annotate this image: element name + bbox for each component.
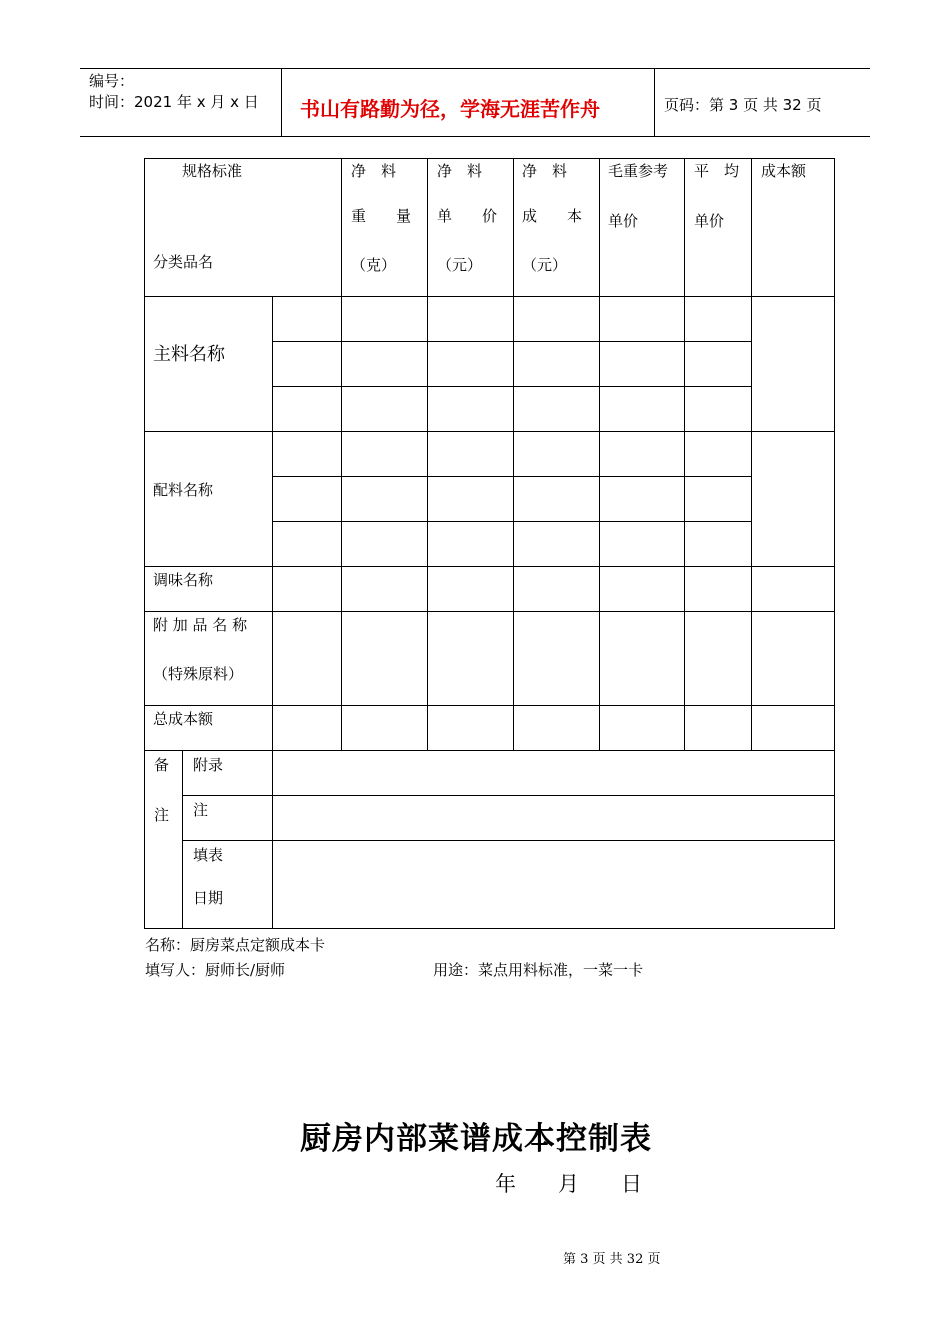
row-label-total-cost: 总成本额 xyxy=(153,710,214,728)
page-number-label: 页码：第 3 页 共 32 页 xyxy=(664,96,822,114)
header-divider-right xyxy=(654,68,655,136)
remarks-fill-date-1: 填表 xyxy=(193,846,224,864)
document-number-label: 编号： xyxy=(89,72,135,90)
remarks-label-2: 注 xyxy=(154,806,170,824)
row-line-header xyxy=(144,296,835,297)
aux-subrow-line-1 xyxy=(272,476,752,477)
header-net-price-3: （元） xyxy=(437,256,483,274)
remarks-fill-date-2: 日期 xyxy=(193,889,224,907)
col-line-cost xyxy=(513,158,514,750)
header-avg-2: 单价 xyxy=(694,212,725,230)
remarks-col-line-2 xyxy=(272,750,273,929)
remarks-appendix: 附录 xyxy=(193,756,224,774)
header-net-weight-2: 重 量 xyxy=(351,207,412,225)
header-gross-ref-1: 毛重参考 xyxy=(608,162,669,180)
page-footer: 第 3 页 共 32 页 xyxy=(563,1252,661,1267)
row-line-aux xyxy=(144,566,835,567)
row-line-main xyxy=(144,431,835,432)
header-net-cost-1: 净 料 xyxy=(522,162,568,180)
document-time-label: 时间：2021 年 x 月 x 日 xyxy=(89,93,259,111)
header-spec-standard: 规格标准 xyxy=(182,162,243,180)
cost-card-table xyxy=(144,158,835,929)
section-date-line: 年 月 日 xyxy=(495,1172,642,1196)
card-name: 名称：厨房菜点定额成本卡 xyxy=(145,936,326,954)
header-net-price-2: 单 价 xyxy=(437,207,498,225)
header-net-cost-2: 成 本 xyxy=(522,207,583,225)
row-label-main-ingredient: 主料名称 xyxy=(153,344,225,365)
header-divider-left xyxy=(281,68,282,136)
card-filler: 填写人：厨师长/厨师 xyxy=(145,961,286,979)
remarks-col-line-1 xyxy=(182,750,183,929)
col-line-weight xyxy=(341,158,342,750)
header-net-weight-1: 净 料 xyxy=(351,162,397,180)
header-top-rule xyxy=(80,68,870,69)
header-bottom-rule xyxy=(80,136,870,137)
header-net-weight-3: （克） xyxy=(351,256,397,274)
main-subrow-line-1 xyxy=(272,341,752,342)
section-title: 厨房内部菜谱成本控制表 xyxy=(300,1121,652,1157)
header-cost-total: 成本额 xyxy=(761,162,807,180)
row-label-extra: 附 加 品 名 称 xyxy=(153,616,248,634)
header-gross-ref-2: 单价 xyxy=(608,212,639,230)
col-line-costtotal xyxy=(751,158,752,750)
table-border-bottom xyxy=(144,928,835,929)
header-motto: 书山有路勤为径，学海无涯苦作舟 xyxy=(300,97,600,121)
row-line-extra xyxy=(144,705,835,706)
col-line-price xyxy=(427,158,428,750)
row-line-seasoning xyxy=(144,611,835,612)
table-border-right xyxy=(834,158,835,929)
aux-subrow-line-2 xyxy=(272,521,752,522)
row-line-total xyxy=(144,750,835,751)
col-line-avg xyxy=(684,158,685,750)
header-net-price-1: 净 料 xyxy=(437,162,483,180)
main-subrow-line-2 xyxy=(272,386,752,387)
remarks-line-2 xyxy=(182,840,835,841)
table-border-top xyxy=(144,158,835,159)
header-net-cost-3: （元） xyxy=(522,256,568,274)
header-avg-1: 平 均 xyxy=(694,162,740,180)
remarks-label-1: 备 xyxy=(154,756,170,774)
row-label-aux-ingredient: 配料名称 xyxy=(153,481,214,499)
row-label-seasoning: 调味名称 xyxy=(153,571,214,589)
col-line-subitem xyxy=(272,296,273,750)
col-line-gross xyxy=(599,158,600,750)
remarks-line-1 xyxy=(182,795,835,796)
remarks-note: 注 xyxy=(193,801,209,819)
row-label-extra-special: （特殊原料） xyxy=(153,665,244,683)
card-purpose: 用途：菜点用料标准，一菜一卡 xyxy=(433,961,644,979)
table-border-left xyxy=(144,158,145,929)
header-category-name: 分类品名 xyxy=(153,253,214,271)
